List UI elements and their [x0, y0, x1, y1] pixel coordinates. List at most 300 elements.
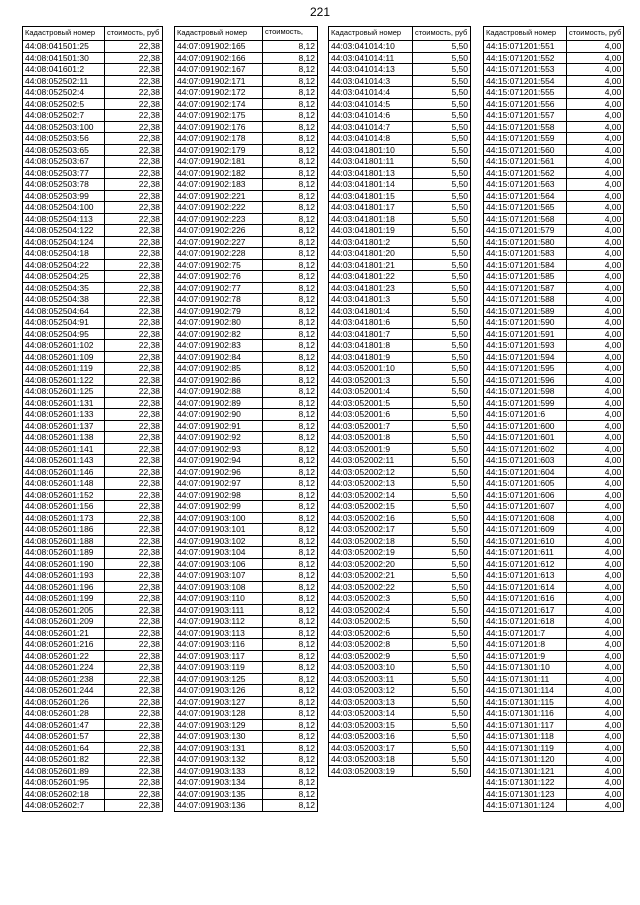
cadastral-number-cell: 44:08:052601:148	[23, 478, 105, 490]
cadastral-number-cell: 44:08:052504:95	[23, 328, 105, 340]
cost-cell: 22,38	[105, 719, 163, 731]
cadastral-number-cell: 44:15:071201:579	[484, 225, 567, 237]
cost-cell: 22,38	[105, 202, 163, 214]
table-row	[23, 547, 163, 559]
cadastral-number-cell: 44:03:041801:4	[329, 305, 413, 317]
table-row	[329, 87, 471, 99]
cost-cell: 22,38	[105, 673, 163, 685]
table-row	[23, 363, 163, 375]
cost-cell: 8,12	[263, 225, 318, 237]
cadastral-number-cell: 44:07:091902:80	[175, 317, 263, 329]
table-row	[175, 351, 318, 363]
table-row	[23, 673, 163, 685]
cost-cell: 5,50	[413, 305, 471, 317]
cost-cell: 8,12	[263, 271, 318, 283]
cadastral-number-cell: 44:07:091902:86	[175, 374, 263, 386]
cost-cell: 22,38	[105, 340, 163, 352]
cadastral-number-cell: 44:03:052002:8	[329, 639, 413, 651]
cost-cell: 5,50	[413, 190, 471, 202]
cadastral-number-cell: 44:07:091902:90	[175, 409, 263, 421]
cadastral-number-cell: 44:15:071201:605	[484, 478, 567, 490]
cadastral-number-cell: 44:07:091902:76	[175, 271, 263, 283]
cadastral-number-cell: 44:15:071201:7	[484, 627, 567, 639]
cost-cell: 4,00	[567, 604, 624, 616]
table-row	[23, 501, 163, 513]
cadastral-number-cell: 44:08:052601:82	[23, 754, 105, 766]
cadastral-number-cell: 44:08:052601:109	[23, 351, 105, 363]
cost-cell: 5,50	[413, 259, 471, 271]
table-row	[175, 317, 318, 329]
cost-cell: 8,12	[263, 386, 318, 398]
table-row	[484, 294, 624, 306]
table-row	[329, 225, 471, 237]
table-row	[484, 225, 624, 237]
cost-cell: 22,38	[105, 570, 163, 582]
table-row	[329, 650, 471, 662]
cadastral-number-cell: 44:07:091902:85	[175, 363, 263, 375]
cost-cell: 5,50	[413, 328, 471, 340]
table-row	[175, 742, 318, 754]
table-row	[484, 121, 624, 133]
cost-cell: 8,12	[263, 708, 318, 720]
cadastral-number-cell: 44:15:071201:561	[484, 156, 567, 168]
cost-cell: 22,38	[105, 512, 163, 524]
table-row	[329, 121, 471, 133]
cadastral-number-cell: 44:03:052003:14	[329, 708, 413, 720]
cost-cell: 5,50	[413, 167, 471, 179]
table-row	[329, 167, 471, 179]
table-row	[484, 317, 624, 329]
table-row	[329, 340, 471, 352]
table-row	[175, 225, 318, 237]
cadastral-number-cell: 44:08:052504:25	[23, 271, 105, 283]
cadastral-number-cell: 44:15:071201:555	[484, 87, 567, 99]
cost-cell: 22,38	[105, 765, 163, 777]
cost-cell: 5,50	[413, 535, 471, 547]
cost-cell: 8,12	[263, 570, 318, 582]
table-row	[484, 627, 624, 639]
table-row	[175, 64, 318, 76]
cadastral-number-cell: 44:08:052503:77	[23, 167, 105, 179]
cadastral-number-cell: 44:08:052601:95	[23, 777, 105, 789]
cadastral-number-cell: 44:15:071201:6	[484, 409, 567, 421]
cost-cell: 22,38	[105, 328, 163, 340]
cadastral-number-cell: 44:15:071201:609	[484, 524, 567, 536]
cadastral-number-cell: 44:15:071301:11	[484, 673, 567, 685]
cadastral-number-cell: 44:07:091902:182	[175, 167, 263, 179]
cadastral-number-cell: 44:03:052001:6	[329, 409, 413, 421]
cadastral-number-cell: 44:03:052003:19	[329, 765, 413, 777]
table-row	[23, 558, 163, 570]
table-row	[175, 754, 318, 766]
cost-cell: 22,38	[105, 478, 163, 490]
header-cadastral-number: Кадастровый номер	[175, 27, 263, 41]
cadastral-number-cell: 44:15:071201:591	[484, 328, 567, 340]
cadastral-number-cell: 44:08:052503:56	[23, 133, 105, 145]
table-row	[484, 650, 624, 662]
table-row	[23, 328, 163, 340]
table-row	[329, 133, 471, 145]
cadastral-number-cell: 44:03:041801:17	[329, 202, 413, 214]
cost-cell: 22,38	[105, 98, 163, 110]
cost-cell: 22,38	[105, 742, 163, 754]
cost-cell: 4,00	[567, 512, 624, 524]
table-row	[175, 627, 318, 639]
cost-cell: 22,38	[105, 455, 163, 467]
cost-cell: 8,12	[263, 397, 318, 409]
table-row	[329, 524, 471, 536]
cost-cell: 8,12	[263, 524, 318, 536]
cost-cell: 4,00	[567, 225, 624, 237]
cadastral-number-cell: 44:03:052001:4	[329, 386, 413, 398]
cost-cell: 5,50	[413, 754, 471, 766]
header-cadastral-number: Кадастровый номер	[23, 27, 105, 41]
table-row	[23, 144, 163, 156]
cost-cell: 22,38	[105, 639, 163, 651]
cost-cell: 22,38	[105, 167, 163, 179]
table-row	[329, 328, 471, 340]
table-row	[484, 156, 624, 168]
cost-cell: 8,12	[263, 317, 318, 329]
cost-cell: 8,12	[263, 616, 318, 628]
cadastral-number-cell: 44:15:071201:8	[484, 639, 567, 651]
cost-cell: 4,00	[567, 271, 624, 283]
cost-cell: 4,00	[567, 593, 624, 605]
table-row	[175, 133, 318, 145]
cadastral-number-cell: 44:08:052601:64	[23, 742, 105, 754]
table-row	[23, 627, 163, 639]
cadastral-number-cell: 44:15:071201:593	[484, 340, 567, 352]
cost-cell: 4,00	[567, 639, 624, 651]
cost-cell: 22,38	[105, 535, 163, 547]
table-row	[175, 52, 318, 64]
table-row	[484, 731, 624, 743]
cadastral-number-cell: 44:08:052504:113	[23, 213, 105, 225]
cost-cell: 8,12	[263, 639, 318, 651]
cadastral-number-cell: 44:07:091902:222	[175, 202, 263, 214]
cost-cell: 8,12	[263, 662, 318, 674]
cadastral-number-cell: 44:07:091902:228	[175, 248, 263, 260]
cost-cell: 22,38	[105, 363, 163, 375]
cost-cell: 5,50	[413, 340, 471, 352]
cadastral-number-cell: 44:15:071301:116	[484, 708, 567, 720]
cadastral-number-cell: 44:03:052001:7	[329, 420, 413, 432]
cadastral-number-cell: 44:03:041014:4	[329, 87, 413, 99]
cost-cell: 5,50	[413, 547, 471, 559]
table-row	[23, 719, 163, 731]
cadastral-number-cell: 44:15:071201:610	[484, 535, 567, 547]
cadastral-number-cell: 44:07:091902:221	[175, 190, 263, 202]
cost-cell: 8,12	[263, 604, 318, 616]
table-row	[23, 662, 163, 674]
cadastral-number-cell: 44:15:071201:583	[484, 248, 567, 260]
cadastral-number-cell: 44:07:091903:107	[175, 570, 263, 582]
cost-cell: 4,00	[567, 719, 624, 731]
cost-cell: 8,12	[263, 754, 318, 766]
cost-cell: 4,00	[567, 466, 624, 478]
cost-cell: 22,38	[105, 156, 163, 168]
cadastral-number-cell: 44:08:052601:57	[23, 731, 105, 743]
table-row	[484, 432, 624, 444]
table-row	[23, 765, 163, 777]
table-row	[23, 570, 163, 582]
cost-cell: 4,00	[567, 179, 624, 191]
cadastral-number-cell: 44:03:041801:11	[329, 156, 413, 168]
cost-cell: 4,00	[567, 121, 624, 133]
cost-cell: 5,50	[413, 593, 471, 605]
table-row	[175, 731, 318, 743]
cadastral-number-cell: 44:03:052002:4	[329, 604, 413, 616]
cost-cell: 5,50	[413, 616, 471, 628]
cost-cell: 8,12	[263, 409, 318, 421]
table-row	[329, 512, 471, 524]
cadastral-number-cell: 44:15:071301:114	[484, 685, 567, 697]
table-row	[484, 639, 624, 651]
cadastral-number-cell: 44:07:091903:133	[175, 765, 263, 777]
table-row	[175, 662, 318, 674]
cadastral-number-cell: 44:07:091902:83	[175, 340, 263, 352]
table-row	[484, 41, 624, 53]
table-row	[23, 340, 163, 352]
cadastral-number-cell: 44:15:071201:614	[484, 581, 567, 593]
table-row	[484, 133, 624, 145]
cadastral-number-cell: 44:07:091903:135	[175, 788, 263, 800]
cost-cell: 22,38	[105, 627, 163, 639]
table-row	[484, 340, 624, 352]
cadastral-number-cell: 44:03:041801:2	[329, 236, 413, 248]
cost-cell: 5,50	[413, 524, 471, 536]
cadastral-number-cell: 44:03:052003:13	[329, 696, 413, 708]
cadastral-number-cell: 44:03:052002:18	[329, 535, 413, 547]
cost-cell: 5,50	[413, 501, 471, 513]
table-row	[329, 248, 471, 260]
table-row	[23, 650, 163, 662]
cadastral-number-cell: 44:07:091902:75	[175, 259, 263, 271]
cadastral-number-cell: 44:03:052002:13	[329, 478, 413, 490]
cadastral-number-cell: 44:15:071201:551	[484, 41, 567, 53]
cost-cell: 22,38	[105, 604, 163, 616]
table-row	[175, 800, 318, 812]
cost-cell: 5,50	[413, 236, 471, 248]
table-row	[23, 489, 163, 501]
table-row	[329, 489, 471, 501]
cost-cell: 8,12	[263, 627, 318, 639]
cadastral-number-cell: 44:07:091902:89	[175, 397, 263, 409]
cost-cell: 4,00	[567, 156, 624, 168]
cadastral-number-cell: 44:08:052502:7	[23, 110, 105, 122]
cadastral-number-cell: 44:03:052003:12	[329, 685, 413, 697]
table-row	[484, 662, 624, 674]
table-row	[175, 777, 318, 789]
cadastral-number-cell: 44:07:091902:176	[175, 121, 263, 133]
cost-cell: 5,50	[413, 420, 471, 432]
table-row	[484, 305, 624, 317]
table-row	[329, 110, 471, 122]
table-row	[23, 121, 163, 133]
table-row	[329, 259, 471, 271]
cadastral-number-cell: 44:15:071201:565	[484, 202, 567, 214]
cadastral-number-cell: 44:08:052504:124	[23, 236, 105, 248]
table-row	[329, 627, 471, 639]
cadastral-number-cell: 44:07:091903:111	[175, 604, 263, 616]
table-row	[175, 271, 318, 283]
table-row	[329, 443, 471, 455]
table-row	[175, 535, 318, 547]
cadastral-number-cell: 44:15:071201:9	[484, 650, 567, 662]
cost-cell: 22,38	[105, 696, 163, 708]
cadastral-number-cell: 44:03:052001:8	[329, 432, 413, 444]
table-row	[484, 52, 624, 64]
cost-cell: 8,12	[263, 41, 318, 53]
cost-cell: 5,50	[413, 719, 471, 731]
cost-cell: 22,38	[105, 581, 163, 593]
cadastral-number-cell: 44:03:052003:17	[329, 742, 413, 754]
table-row	[329, 236, 471, 248]
cadastral-number-cell: 44:07:091902:174	[175, 98, 263, 110]
cost-cell: 8,12	[263, 432, 318, 444]
table-row	[23, 87, 163, 99]
table-row	[484, 374, 624, 386]
table-row	[484, 87, 624, 99]
cadastral-number-cell: 44:07:091902:99	[175, 501, 263, 513]
cadastral-number-cell: 44:03:041014:7	[329, 121, 413, 133]
cadastral-number-cell: 44:03:041801:15	[329, 190, 413, 202]
cadastral-number-cell: 44:08:052601:22	[23, 650, 105, 662]
table-row	[23, 535, 163, 547]
cost-cell: 4,00	[567, 64, 624, 76]
cost-cell: 4,00	[567, 754, 624, 766]
cadastral-number-cell: 44:03:041801:6	[329, 317, 413, 329]
cadastral-number-cell: 44:15:071301:120	[484, 754, 567, 766]
cadastral-number-cell: 44:08:052601:196	[23, 581, 105, 593]
table-row	[484, 409, 624, 421]
cadastral-number-cell: 44:15:071201:602	[484, 443, 567, 455]
table-row	[484, 248, 624, 260]
cost-cell: 5,50	[413, 558, 471, 570]
table-row	[484, 259, 624, 271]
table-row	[175, 340, 318, 352]
table-row	[175, 501, 318, 513]
cost-cell: 8,12	[263, 777, 318, 789]
cost-cell: 8,12	[263, 466, 318, 478]
table-row	[329, 455, 471, 467]
table-row	[484, 800, 624, 812]
table-row	[329, 409, 471, 421]
cadastral-number-cell: 44:15:071201:589	[484, 305, 567, 317]
cost-cell: 22,38	[105, 397, 163, 409]
cadastral-number-cell: 44:15:071201:612	[484, 558, 567, 570]
cost-cell: 22,38	[105, 466, 163, 478]
cost-cell: 4,00	[567, 328, 624, 340]
cadastral-number-cell: 44:07:091903:110	[175, 593, 263, 605]
cost-cell: 5,50	[413, 581, 471, 593]
cadastral-number-cell: 44:07:091903:131	[175, 742, 263, 754]
cost-cell: 4,00	[567, 282, 624, 294]
cost-cell: 8,12	[263, 501, 318, 513]
cadastral-number-cell: 44:07:091903:113	[175, 627, 263, 639]
cadastral-number-cell: 44:15:071201:616	[484, 593, 567, 605]
cost-cell: 4,00	[567, 351, 624, 363]
cost-cell: 22,38	[105, 282, 163, 294]
header-cost: стоимость, руб	[567, 27, 624, 41]
table-row	[175, 202, 318, 214]
table-row	[484, 110, 624, 122]
cost-cell: 4,00	[567, 374, 624, 386]
table-row	[23, 282, 163, 294]
table-row	[23, 708, 163, 720]
cost-cell: 5,50	[413, 650, 471, 662]
cadastral-number-cell: 44:15:071201:600	[484, 420, 567, 432]
cost-cell: 5,50	[413, 731, 471, 743]
cadastral-number-cell: 44:08:052601:193	[23, 570, 105, 582]
table-row	[484, 593, 624, 605]
cost-cell: 5,50	[413, 696, 471, 708]
table-row	[329, 466, 471, 478]
table-row	[175, 432, 318, 444]
cadastral-number-cell: 44:03:041801:13	[329, 167, 413, 179]
cost-cell: 5,50	[413, 685, 471, 697]
cost-cell: 5,50	[413, 351, 471, 363]
table-row	[23, 455, 163, 467]
cost-cell: 5,50	[413, 110, 471, 122]
table-row	[175, 259, 318, 271]
cadastral-number-cell: 44:15:071201:590	[484, 317, 567, 329]
cost-cell: 8,12	[263, 167, 318, 179]
cost-cell: 4,00	[567, 489, 624, 501]
table-row	[484, 98, 624, 110]
cadastral-number-cell: 44:08:052601:119	[23, 363, 105, 375]
cost-cell: 22,38	[105, 213, 163, 225]
cadastral-number-cell: 44:15:071201:560	[484, 144, 567, 156]
table-row	[329, 202, 471, 214]
cost-cell: 4,00	[567, 731, 624, 743]
cadastral-number-cell: 44:03:052003:16	[329, 731, 413, 743]
header-cost: стоимость,	[263, 27, 318, 41]
cadastral-number-cell: 44:07:091902:91	[175, 420, 263, 432]
table-row	[175, 558, 318, 570]
cost-cell: 5,50	[413, 570, 471, 582]
cost-cell: 8,12	[263, 512, 318, 524]
table-row	[175, 765, 318, 777]
cost-cell: 8,12	[263, 340, 318, 352]
cadastral-number-cell: 44:03:041801:9	[329, 351, 413, 363]
table-row	[329, 294, 471, 306]
table-row	[329, 719, 471, 731]
table-row	[175, 110, 318, 122]
cadastral-number-cell: 44:07:091902:167	[175, 64, 263, 76]
cadastral-number-cell: 44:03:041801:8	[329, 340, 413, 352]
cadastral-number-cell: 44:08:052503:65	[23, 144, 105, 156]
table-row	[484, 328, 624, 340]
cadastral-number-cell: 44:08:052601:122	[23, 374, 105, 386]
cadastral-number-cell: 44:03:052003:10	[329, 662, 413, 674]
table-row	[484, 558, 624, 570]
table-row	[175, 236, 318, 248]
cadastral-number-cell: 44:08:052601:189	[23, 547, 105, 559]
cost-cell: 4,00	[567, 455, 624, 467]
table-row	[175, 696, 318, 708]
cost-cell: 8,12	[263, 52, 318, 64]
cost-cell: 8,12	[263, 696, 318, 708]
cost-cell: 5,50	[413, 282, 471, 294]
table-row	[175, 719, 318, 731]
cadastral-number-cell: 44:07:091903:132	[175, 754, 263, 766]
cadastral-number-cell: 44:15:071201:562	[484, 167, 567, 179]
table-row	[175, 167, 318, 179]
cost-cell: 8,12	[263, 489, 318, 501]
cost-cell: 22,38	[105, 52, 163, 64]
cost-cell: 5,50	[413, 98, 471, 110]
